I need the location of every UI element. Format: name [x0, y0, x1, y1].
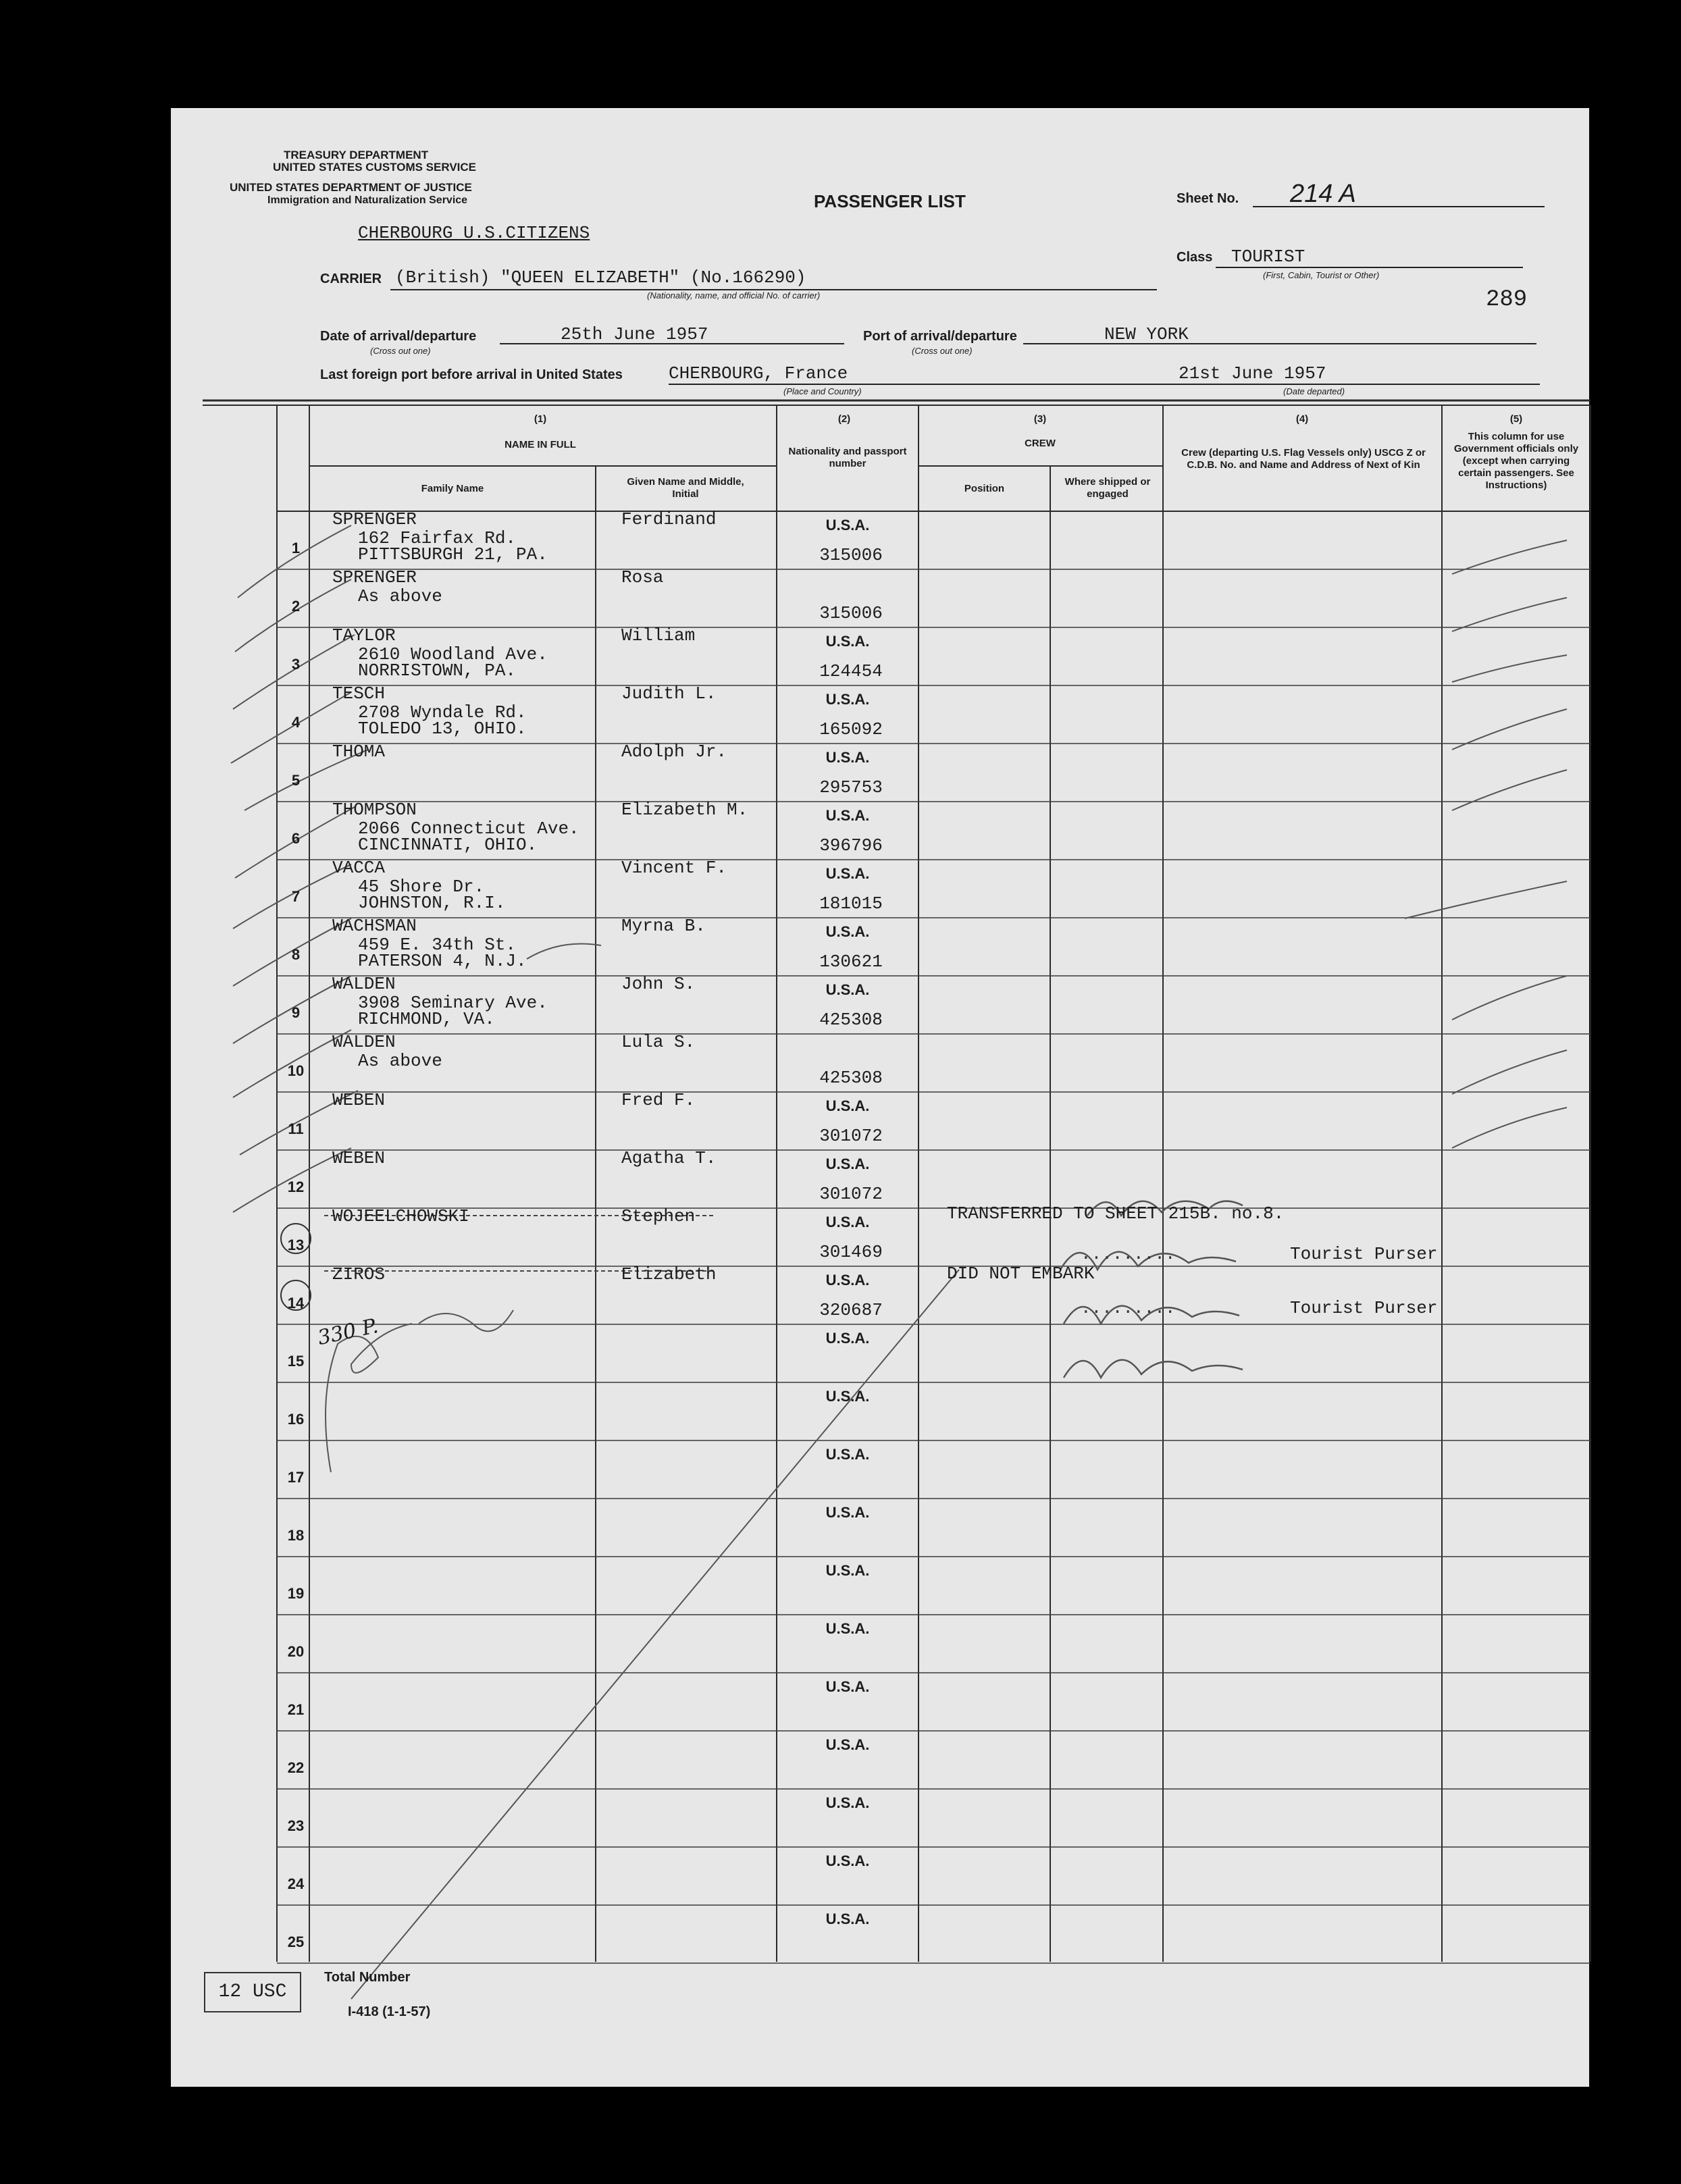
nationality: U.S.A. [825, 1736, 870, 1753]
nationality: U.S.A. [825, 1794, 870, 1811]
col-position-header: Position [964, 483, 1005, 494]
col-5-number: (5) [1509, 413, 1523, 425]
passport-number: 315006 [819, 545, 883, 565]
col-where-header: Where shipped or engaged [1064, 476, 1151, 500]
given-name: Lula S. [621, 1032, 696, 1052]
row-number: 3 [291, 656, 301, 673]
given-name: Adolph Jr. [621, 742, 727, 762]
address-line-1: As above [358, 1051, 442, 1071]
given-name: John S. [621, 974, 696, 994]
row-number: 20 [287, 1643, 305, 1660]
address-line-2: CINCINNATI, OHIO. [358, 835, 538, 855]
col-3-title: CREW [1025, 438, 1056, 449]
class-hint: (First, Cabin, Tourist or Other) [1263, 270, 1380, 280]
family-name: THOMPSON [332, 800, 417, 820]
col-given-header: Given Name and Middle, Initial [627, 476, 744, 500]
nationality: U.S.A. [825, 633, 870, 650]
row-number: 8 [291, 946, 301, 963]
purser-leader-2: ......... [1081, 1298, 1176, 1318]
purser-title-2: Tourist Purser [1290, 1298, 1438, 1318]
row-number: 2 [291, 598, 301, 615]
group-heading: CHERBOURG U.S.CITIZENS [358, 223, 590, 243]
address-line-1: 45 Shore Dr. [358, 877, 485, 897]
row-number: 22 [287, 1759, 305, 1776]
given-name: Fred F. [621, 1090, 696, 1110]
page-title: PASSENGER LIST [814, 191, 966, 211]
departure-date-value: 21st June 1957 [1179, 363, 1326, 384]
row-number: 17 [287, 1469, 305, 1486]
family-name: VACCA [332, 858, 386, 878]
row-number: 9 [291, 1004, 301, 1021]
nationality: U.S.A. [825, 1852, 870, 1869]
col-4-title: Crew (departing U.S. Flag Vessels only) USCG Z or C.D.B. No. and Name and Address of Next of Kin [1181, 447, 1426, 471]
total-label: Total Number [324, 1970, 411, 1985]
given-name: William [621, 625, 696, 646]
carrier-label: CARRIER [320, 271, 382, 286]
address-line-1: 2610 Woodland Ave. [358, 644, 548, 665]
row-number: 13 [287, 1237, 305, 1253]
col-2-number: (2) [837, 413, 851, 425]
address-line-1: 2066 Connecticut Ave. [358, 818, 579, 839]
nationality: U.S.A. [825, 691, 870, 708]
nationality: U.S.A. [825, 517, 870, 534]
col-1-number: (1) [534, 413, 547, 425]
family-name: WALDEN [332, 974, 396, 994]
arrival-port-hint: (Cross out one) [912, 346, 973, 356]
family-name: WALDEN [332, 1032, 396, 1052]
family-name: ZIROS [332, 1264, 386, 1284]
passport-number: 181015 [819, 893, 883, 914]
row-number: 15 [287, 1353, 305, 1370]
given-name: Stephen [621, 1206, 696, 1226]
arrival-date-label: Date of arrival/departure [320, 329, 477, 344]
agency-line-1: TREASURY DEPARTMENT [284, 149, 429, 161]
family-name: SPRENGER [332, 567, 417, 588]
departure-date-hint: (Date departed) [1283, 386, 1345, 396]
nationality: U.S.A. [825, 807, 870, 824]
nationality: U.S.A. [825, 1214, 870, 1230]
passport-number: 425308 [819, 1068, 883, 1088]
passport-number: 320687 [819, 1300, 883, 1320]
arrival-date-hint: (Cross out one) [370, 346, 431, 356]
nationality: U.S.A. [825, 1097, 870, 1114]
nationality: U.S.A. [825, 865, 870, 882]
passport-number: 301072 [819, 1184, 883, 1204]
nationality: U.S.A. [825, 1272, 870, 1289]
col-2-title: Nationality and passport number [788, 446, 907, 469]
row-number: 18 [287, 1527, 305, 1544]
note-row-13: TRANSFERRED TO SHEET 215B. no.8. [947, 1203, 1285, 1224]
nationality: U.S.A. [825, 1910, 870, 1927]
address-line-2: PATERSON 4, N.J. [358, 951, 527, 971]
given-name: Myrna B. [621, 916, 706, 936]
family-name: WOJEELCHOWSKI [332, 1206, 469, 1226]
col-4-number: (4) [1295, 413, 1309, 425]
row-number: 7 [291, 888, 301, 905]
row-number: 12 [287, 1178, 305, 1195]
handwritten-note: 330 P. [315, 1314, 381, 1351]
family-name: WEBEN [332, 1090, 386, 1110]
nationality: U.S.A. [825, 1446, 870, 1463]
row-number: 10 [287, 1062, 305, 1079]
class-label: Class [1176, 250, 1213, 265]
given-name: Judith L. [621, 683, 717, 704]
row-number: 4 [291, 714, 301, 731]
given-name: Ferdinand [621, 509, 717, 529]
col-5-title: This column for use Government officials only (except when carrying certain passengers. See Instructions) [1453, 431, 1579, 491]
given-name: Vincent F. [621, 858, 727, 878]
passport-number: 301469 [819, 1242, 883, 1262]
arrival-port-label: Port of arrival/departure [863, 329, 1017, 344]
note-row-14: DID NOT EMBARK [947, 1264, 1095, 1284]
address-line-1: 2708 Wyndale Rd. [358, 702, 527, 723]
arrival-port-value: NEW YORK [1104, 324, 1189, 344]
family-name: WACHSMAN [332, 916, 417, 936]
nationality: U.S.A. [825, 1620, 870, 1637]
last-port-value: CHERBOURG, France [669, 363, 848, 384]
passport-number: 165092 [819, 719, 883, 739]
last-port-label: Last foreign port before arrival in United States [320, 367, 623, 382]
row-number: 21 [287, 1701, 305, 1718]
col-3-number: (3) [1033, 413, 1047, 425]
col-1-title: NAME IN FULL [505, 439, 576, 450]
nationality: U.S.A. [825, 981, 870, 998]
row-number: 25 [287, 1933, 305, 1950]
row-number: 5 [291, 772, 301, 789]
row-number: 14 [287, 1295, 305, 1311]
family-name: WEBEN [332, 1148, 386, 1168]
form-number: I-418 (1-1-57) [348, 2004, 431, 2019]
passport-number: 396796 [819, 835, 883, 856]
class-value: TOURIST [1231, 246, 1305, 267]
nationality: U.S.A. [825, 1562, 870, 1579]
given-name: Rosa [621, 567, 664, 588]
address-line-1: 459 E. 34th St. [358, 935, 517, 955]
nationality: U.S.A. [825, 1504, 870, 1521]
given-name: Agatha T. [621, 1148, 717, 1168]
given-name: Elizabeth [621, 1264, 717, 1284]
sheet-label: Sheet No. [1176, 191, 1239, 206]
row-number: 6 [291, 830, 301, 847]
address-line-2: JOHNSTON, R.I. [358, 893, 506, 913]
address-line-1: As above [358, 586, 442, 606]
nationality: U.S.A. [825, 749, 870, 766]
nationality: U.S.A. [825, 923, 870, 940]
purser-title-1: Tourist Purser [1290, 1244, 1438, 1264]
row-number: 23 [287, 1817, 305, 1834]
nationality: U.S.A. [825, 1330, 870, 1347]
family-name: THOMA [332, 742, 386, 762]
row-number: 16 [287, 1411, 305, 1428]
row-number: 19 [287, 1585, 305, 1602]
row-number: 1 [291, 540, 301, 556]
family-name: SPRENGER [332, 509, 417, 529]
address-line-2: NORRISTOWN, PA. [358, 660, 517, 681]
given-name: Elizabeth M. [621, 800, 748, 820]
passport-number: 301072 [819, 1126, 883, 1146]
nationality: U.S.A. [825, 1678, 870, 1695]
nationality: U.S.A. [825, 1155, 870, 1172]
col-family-header: Family Name [421, 483, 484, 494]
arrival-date-value: 25th June 1957 [561, 324, 708, 344]
purser-leader-1: ......... [1081, 1244, 1176, 1264]
family-name: TESCH [332, 683, 386, 704]
stamp-box: 12 USC [204, 1972, 301, 2012]
passport-number: 295753 [819, 777, 883, 798]
passport-number: 130621 [819, 952, 883, 972]
row-number: 24 [287, 1875, 305, 1892]
agency-line-2: UNITED STATES CUSTOMS SERVICE [273, 161, 477, 174]
passport-number: 315006 [819, 603, 883, 623]
agency-line-3: UNITED STATES DEPARTMENT OF JUSTICE [230, 181, 472, 194]
stamp-number: 289 [1486, 287, 1528, 313]
passport-number: 425308 [819, 1010, 883, 1030]
passport-number: 124454 [819, 661, 883, 681]
carrier-value: (British) "QUEEN ELIZABETH" (No.166290) [395, 267, 806, 288]
address-line-1: 162 Fairfax Rd. [358, 528, 517, 548]
family-name: TAYLOR [332, 625, 396, 646]
last-port-hint: (Place and Country) [783, 386, 862, 396]
address-line-2: PITTSBURGH 21, PA. [358, 544, 548, 565]
carrier-hint: (Nationality, name, and official No. of carrier) [647, 290, 821, 301]
address-line-1: 3908 Seminary Ave. [358, 993, 548, 1013]
row-number: 11 [288, 1120, 304, 1137]
nationality: U.S.A. [825, 1388, 870, 1405]
address-line-2: RICHMOND, VA. [358, 1009, 495, 1029]
address-line-2: TOLEDO 13, OHIO. [358, 719, 527, 739]
agency-line-4: Immigration and Naturalization Service [267, 194, 468, 206]
sheet-value: 214 A [1290, 180, 1356, 208]
